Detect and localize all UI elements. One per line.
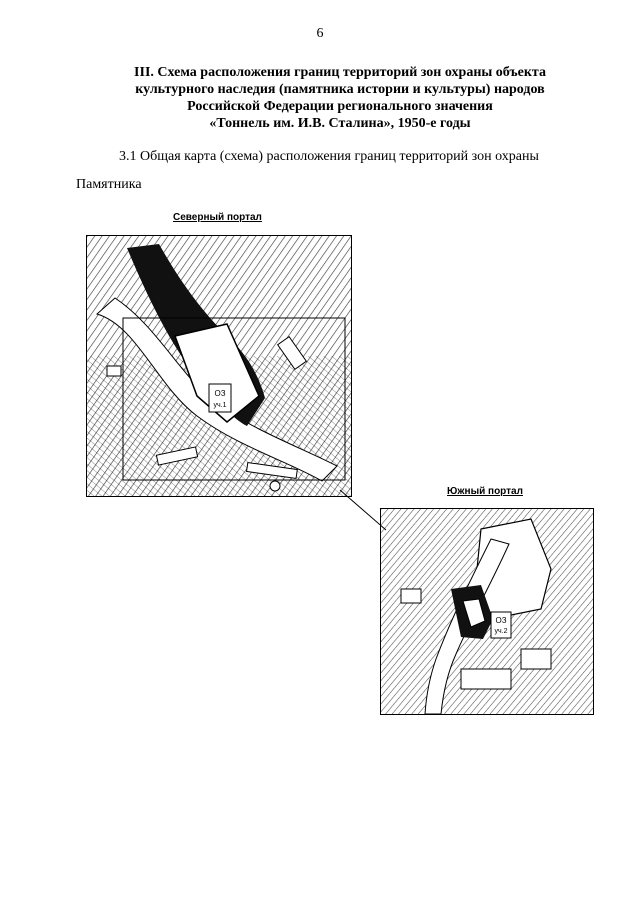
north-zone-code: ОЗ [214, 389, 226, 398]
title-line-4: «Тоннель им. И.В. Сталина», 1950-е годы [209, 116, 471, 131]
title-line-1: III. Схема расположения границ территорий зон охраны объекта [134, 65, 546, 80]
north-building [107, 366, 121, 376]
south-building [521, 649, 551, 669]
north-map-drawing [87, 236, 351, 496]
paragraph-line-1: 3.1 Общая карта (схема) расположения границ территорий зон охраны [119, 149, 539, 164]
section-title [110, 64, 570, 132]
north-zone-sub: уч.1 [213, 402, 227, 409]
south-portal-map [380, 508, 594, 715]
page-number: 6 [316, 26, 324, 41]
title-line-2: культурного наследия (памятника истории и культуры) народов [135, 82, 545, 97]
south-map-drawing [381, 509, 593, 714]
paragraph-line-2: Памятника [76, 177, 142, 192]
north-portal-map [86, 235, 352, 497]
south-building [461, 669, 511, 689]
south-zone-sub: уч.2 [494, 628, 508, 635]
south-building [401, 589, 421, 603]
title-line-3: Российской Федерации регионального значения [187, 99, 493, 114]
north-portal-label: Северный портал [173, 212, 262, 223]
south-zone-code: ОЗ [495, 616, 507, 625]
north-map-marker [270, 481, 280, 491]
south-portal-label: Южный портал [447, 486, 523, 497]
